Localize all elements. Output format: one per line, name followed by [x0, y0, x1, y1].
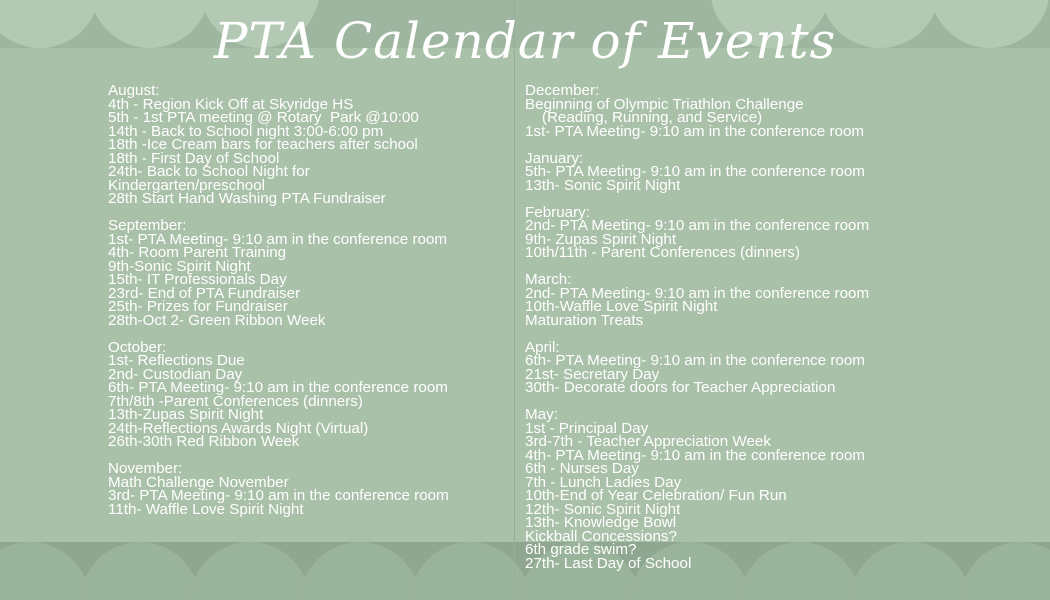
event-item: 12th- Sonic Spirit Night — [525, 500, 681, 518]
month-block — [525, 84, 925, 138]
month-block — [108, 219, 458, 327]
event-item: Beginning of Olympic Triathlon Challenge — [525, 95, 804, 113]
month-block — [108, 462, 458, 516]
background-arch — [960, 542, 1050, 600]
event-item: 28th-Oct 2- Green Ribbon Week — [108, 311, 326, 329]
event-item: 15th- IT Professionals Day — [108, 271, 287, 288]
event-item: 14th - Back to School night 3:00-6:00 pm — [108, 122, 384, 140]
event-item: 27th- Last Day of School — [525, 554, 692, 572]
event-item: 26th-30th Red Ribbon Week — [108, 433, 300, 450]
right-column — [525, 84, 925, 584]
event-item: (Reading, Running, and Service) — [525, 109, 763, 126]
event-item: 5th- PTA Meeting- 9:10 am in the conference room — [525, 163, 865, 180]
event-item: 18th - First Day of School — [108, 149, 280, 167]
event-item: 1st - Principal Day — [525, 419, 649, 437]
event-item: 10th-End of Year Celebration/ Fun Run — [525, 487, 787, 504]
background-arch — [0, 542, 90, 600]
month-heading: December: — [525, 82, 600, 99]
month-heading: October: — [108, 338, 167, 356]
event-item: 6th grade swim? — [525, 541, 637, 558]
event-item: 2nd- Custodian Day — [108, 365, 243, 383]
event-item: 6th - Nurses Day — [525, 460, 639, 477]
month-block — [525, 273, 925, 327]
event-item: 2nd- PTA Meeting- 9:10 am in the conference room — [525, 284, 870, 302]
month-heading: November: — [108, 460, 183, 477]
event-item: 10th/11th - Parent Conferences (dinners) — [525, 244, 800, 261]
month-heading: January: — [525, 149, 584, 167]
event-item: 3rd-7th - Teacher Appreciation Week — [525, 433, 771, 450]
month-heading: April: — [525, 338, 560, 356]
background-arch — [190, 542, 310, 600]
event-item: 6th- PTA Meeting- 9:10 am in the conference room — [525, 352, 865, 369]
month-heading: March: — [525, 271, 572, 288]
event-item: 28th Start Hand Washing PTA Fundraiser — [108, 190, 386, 207]
month-heading: September: — [108, 217, 187, 234]
event-item: 1st- PTA Meeting- 9:10 am in the conference room — [525, 122, 865, 140]
month-block — [525, 203, 925, 261]
event-item: 4th- PTA Meeting- 9:10 am in the conference room — [525, 446, 865, 464]
event-item: 7th/8th -Parent Conferences (dinners) — [108, 392, 363, 410]
page-title: PTA Calendar of Events — [213, 12, 837, 70]
month-block — [525, 149, 925, 194]
background-arch — [80, 542, 200, 600]
event-item: 24th-Reflections Awards Night (Virtual) — [108, 419, 369, 437]
event-item: 3rd- PTA Meeting- 9:10 am in the conference room — [108, 487, 449, 504]
month-block — [525, 408, 925, 570]
event-item: 13th-Zupas Spirit Night — [108, 406, 264, 423]
event-item: 21st- Secretary Day — [525, 365, 660, 383]
event-item: 9th- Zupas Spirit Night — [525, 230, 677, 248]
event-item: 25th- Prizes for Fundraiser — [108, 298, 288, 315]
event-item: 7th - Lunch Ladies Day — [525, 473, 682, 491]
event-item: 13th- Knowledge Bowl — [525, 514, 677, 531]
event-item: 18th -Ice Cream bars for teachers after school — [108, 136, 418, 153]
event-item: Kickball Concessions? — [525, 527, 677, 545]
month-heading: May: — [525, 406, 558, 423]
event-item: 4th- Room Parent Training — [108, 244, 287, 261]
month-block — [108, 84, 458, 206]
event-item: 13th- Sonic Spirit Night — [525, 176, 681, 194]
event-item: 23rd- End of PTA Fundraiser — [108, 284, 301, 302]
background-arch — [410, 542, 530, 600]
month-heading: February: — [525, 203, 590, 221]
event-item: 24th- Back to School Night for Kindergarten/preschool — [108, 163, 314, 194]
event-item: 11th- Waffle Love Spirit Night — [108, 500, 304, 518]
event-item: Maturation Treats — [525, 311, 644, 329]
event-item: 1st- Reflections Due — [108, 352, 245, 369]
left-column — [108, 84, 458, 530]
event-item: 9th-Sonic Spirit Night — [108, 257, 251, 275]
event-item: 30th- Decorate doors for Teacher Appreciation — [525, 379, 836, 396]
event-item: 5th - 1st PTA meeting @ Rotary Park @10:00 — [108, 109, 419, 126]
event-item: 4th - Region Kick Off at Skyridge HS — [108, 95, 354, 113]
event-item: Math Challenge November — [108, 473, 289, 491]
event-item: 2nd- PTA Meeting- 9:10 am in the conference room — [525, 217, 870, 234]
month-block — [525, 338, 925, 396]
event-item: 10th-Waffle Love Spirit Night — [525, 298, 718, 315]
event-item: 6th- PTA Meeting- 9:10 am in the conference room — [108, 379, 448, 396]
month-block — [108, 338, 458, 450]
event-item: 1st- PTA Meeting- 9:10 am in the conference room — [108, 230, 448, 248]
background-arch — [300, 542, 420, 600]
month-heading: August: — [108, 82, 160, 99]
column-divider — [514, 0, 515, 600]
